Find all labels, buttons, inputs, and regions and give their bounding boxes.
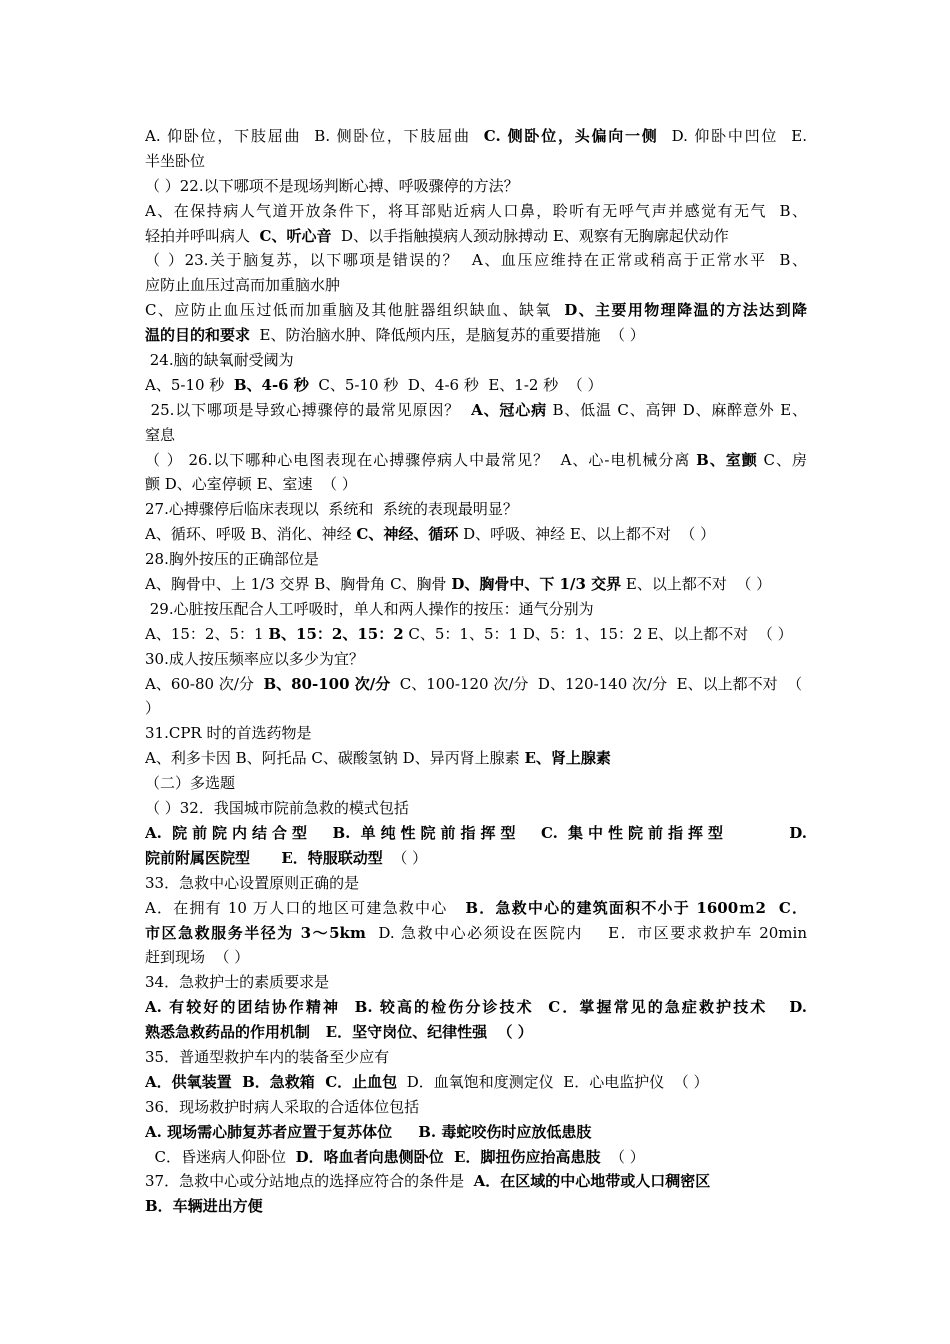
text-line bbox=[145, 224, 807, 249]
question-text: （ ）32．我国城市院前急救的模式包括 bbox=[145, 799, 409, 818]
text-line bbox=[145, 1194, 807, 1219]
question-text: B、低温 C、高钾 D、麻醉意外 E、 bbox=[546, 400, 807, 419]
question-text: C、5：1、5：1 D、5：1、15：2 E、以上都不对 （ ） bbox=[403, 624, 793, 643]
text-line bbox=[145, 696, 807, 721]
question-text: C、100-120 次/分 D、120-140 次/分 E、以上都不对 （ bbox=[390, 674, 803, 693]
text-line bbox=[145, 995, 807, 1020]
answer-text: B、15：2、15：2 bbox=[268, 624, 404, 643]
question-text: 36．现场救护时病人采取的合适体位包括 bbox=[145, 1097, 420, 1116]
question-text: A、在保持病人气道开放条件下，将耳部贴近病人口鼻，聆听有无呼气声并感觉有无气 B、 bbox=[145, 201, 807, 220]
text-line bbox=[145, 472, 807, 497]
text-line bbox=[145, 124, 807, 149]
question-text: A．在拥有 10 万人口的地区可建急救中心 bbox=[145, 898, 466, 917]
answer-text: E、肾上腺素 bbox=[524, 749, 611, 768]
answer-text: B．车辆进出方便 bbox=[145, 1197, 263, 1216]
text-line bbox=[145, 945, 807, 970]
text-line bbox=[145, 572, 807, 597]
question-text: E、防治脑水肿、降低颅内压，是脑复苏的重要措施 （ ） bbox=[250, 326, 645, 345]
answer-text: 市区急救服务半径为 3～5km bbox=[145, 923, 366, 942]
question-text: A. 仰卧位，下肢屈曲 B. 侧卧位，下肢屈曲 bbox=[145, 127, 484, 145]
answer-text: C. 侧卧位，头偏向一侧 bbox=[483, 127, 659, 145]
question-text: （ ）23.关于脑复苏，以下哪项是错误的？ A、血压应维持在正常或稍高于正常水平 B、 bbox=[145, 251, 807, 270]
answer-text: 温的目的和要求 bbox=[145, 326, 251, 345]
text-line bbox=[145, 622, 807, 647]
question-text: 30.成人按压频率应以多少为宜？ bbox=[145, 649, 364, 668]
text-line bbox=[145, 921, 807, 946]
question-text: 颤 D、心室停顿 E、室速 （ ） bbox=[145, 475, 357, 494]
text-line bbox=[145, 672, 807, 697]
text-line bbox=[145, 373, 807, 398]
text-line bbox=[145, 1145, 807, 1170]
question-text: E、以上都不对 （ ） bbox=[621, 575, 772, 594]
question-text: 34．急救护士的素质要求是 bbox=[145, 973, 330, 992]
question-text: （二）多选题 bbox=[145, 774, 236, 793]
text-line bbox=[145, 298, 807, 323]
text-line bbox=[145, 199, 807, 224]
text-line bbox=[145, 647, 807, 672]
answer-text: A．供氧装置 B．急救箱 C．止血包 bbox=[145, 1072, 398, 1091]
answer-text: B、室颤 bbox=[696, 450, 758, 469]
question-text: A、循环、呼吸 B、消化、神经 bbox=[145, 525, 357, 544]
question-text: （ ）22.以下哪项不是现场判断心搏、呼吸骤停的方法？ bbox=[145, 176, 519, 195]
question-text: C、5-10 秒 D、4-6 秒 E、1-2 秒 （ ） bbox=[308, 375, 603, 394]
question-text: 31.CPR 时的首选药物是 bbox=[145, 724, 312, 743]
text-line bbox=[145, 721, 807, 746]
text-line bbox=[145, 273, 807, 298]
answer-text: 熟悉急救药品的作用机制 E．坚守岗位、纪律性强 （ ） bbox=[145, 1023, 533, 1042]
answer-text: A、冠心病 bbox=[471, 400, 547, 419]
question-text: A、5-10 秒 bbox=[145, 375, 234, 394]
text-line bbox=[145, 1095, 807, 1120]
question-text: C．昏迷病人仰卧位 bbox=[145, 1147, 296, 1166]
question-text: （ ） bbox=[600, 1147, 645, 1166]
question-text: D、呼吸、神经 E、以上都不对 （ ） bbox=[458, 525, 716, 544]
text-line bbox=[145, 448, 807, 473]
text-line bbox=[145, 1070, 807, 1095]
text-line bbox=[145, 348, 807, 373]
text-line bbox=[145, 248, 807, 273]
text-line bbox=[145, 522, 807, 547]
answer-text: D、胸骨中、下 1/3 交界 bbox=[451, 575, 622, 594]
text-line bbox=[145, 746, 807, 771]
answer-text: 院前附属医院型 E．特服联动型 bbox=[145, 848, 383, 867]
question-text-block bbox=[145, 124, 807, 1219]
text-line bbox=[145, 1045, 807, 1070]
question-text: 33．急救中心设置原则正确的是 bbox=[145, 873, 360, 892]
question-text: 27.心搏骤停后临床表现以 系统和 系统的表现最明显？ bbox=[145, 500, 518, 519]
answer-text: C、听心音 bbox=[259, 226, 332, 245]
answer-text: B、4-6 秒 bbox=[233, 375, 309, 394]
question-text: 24.脑的缺氧耐受阈为 bbox=[145, 351, 294, 370]
text-line bbox=[145, 771, 807, 796]
question-text: C、房 bbox=[757, 450, 807, 469]
question-text: 半坐卧位 bbox=[145, 151, 206, 170]
question-text: 29.心脏按压配合人工呼吸时，单人和两人操作的按压：通气分别为 bbox=[145, 599, 594, 618]
text-line bbox=[145, 398, 807, 423]
question-text: A、胸骨中、上 1/3 交界 B、胸骨角 C、胸骨 bbox=[145, 575, 452, 594]
answer-text: C、神经、循环 bbox=[356, 525, 459, 544]
question-text: D、以手指触摸病人颈动脉搏动 E、观察有无胸廓起伏动作 bbox=[331, 226, 729, 245]
text-line bbox=[145, 970, 807, 995]
question-text: 应防止血压过高而加重脑水肿 bbox=[145, 276, 341, 295]
question-text: ） bbox=[145, 699, 161, 718]
text-line bbox=[145, 423, 807, 448]
text-line bbox=[145, 547, 807, 572]
text-line bbox=[145, 174, 807, 199]
question-text: 28.胸外按压的正确部位是 bbox=[145, 550, 319, 569]
text-line bbox=[145, 846, 807, 871]
question-text: A、15：2、5：1 bbox=[145, 624, 269, 643]
question-text: D. 急救中心必须设在医院内 E．市区要求救护车 20min bbox=[365, 923, 807, 942]
question-text: 35．普通型救护车内的装备至少应有 bbox=[145, 1047, 390, 1066]
question-text: 赶到现场 （ ） bbox=[145, 948, 250, 967]
text-line bbox=[145, 323, 807, 348]
question-text: A、60-80 次/分 bbox=[145, 674, 264, 693]
text-line bbox=[145, 1020, 807, 1045]
question-text: C、应防止血压过低而加重脑及其他脏器组织缺血、缺氧 bbox=[145, 301, 565, 320]
question-text: D. 仰卧中凹位 E. bbox=[658, 127, 807, 145]
question-text: （ ） bbox=[382, 848, 428, 867]
text-line bbox=[145, 871, 807, 896]
text-line bbox=[145, 497, 807, 522]
answer-text: D．咯血者向患侧卧位 E．脚扭伤应抬高患肢 bbox=[295, 1147, 601, 1166]
answer-text: A．在区域的中心地带或人口稠密区 bbox=[473, 1172, 711, 1191]
answer-text: B．急救中心的建筑面积不小于 1600ｍ2 C． bbox=[465, 898, 807, 917]
answer-text: A. 有较好的团结协作精神 B. 较高的检伤分诊技术 C．掌握常见的急症救护技术 D. bbox=[145, 998, 807, 1017]
question-text: （ ） 26.以下哪种心电图表现在心搏骤停病人中最常见？ A、心-电机械分离 bbox=[145, 450, 697, 469]
question-text: 37．急救中心或分站地点的选择应符合的条件是 bbox=[145, 1172, 474, 1191]
text-line bbox=[145, 1120, 807, 1145]
text-line bbox=[145, 796, 807, 821]
text-line bbox=[145, 821, 807, 846]
question-text: A、利多卡因 B、阿托品 C、碳酸氢钠 D、异丙肾上腺素 bbox=[145, 749, 525, 768]
text-line bbox=[145, 149, 807, 174]
text-line bbox=[145, 896, 807, 921]
answer-text: A. 院前院内结合型 B. 单纯性院前指挥型 C. 集中性院前指挥型 D. bbox=[145, 823, 807, 842]
answer-text: D、主要用物理降温的方法达到降 bbox=[564, 301, 807, 320]
question-text: 25.以下哪项是导致心搏骤停的最常见原因？ bbox=[145, 400, 472, 419]
text-line bbox=[145, 597, 807, 622]
question-text: D．血氧饱和度测定仪 E．心电监护仪 （ ） bbox=[397, 1072, 709, 1091]
question-text: 轻拍并呼叫病人 bbox=[145, 226, 260, 245]
answer-text: A. 现场需心肺复苏者应置于复苏体位 B. 毒蛇咬伤时应放低患肢 bbox=[145, 1122, 592, 1141]
text-line bbox=[145, 1169, 807, 1194]
answer-text: B、80-100 次/分 bbox=[263, 674, 391, 693]
question-text: 窒息 bbox=[145, 425, 176, 444]
